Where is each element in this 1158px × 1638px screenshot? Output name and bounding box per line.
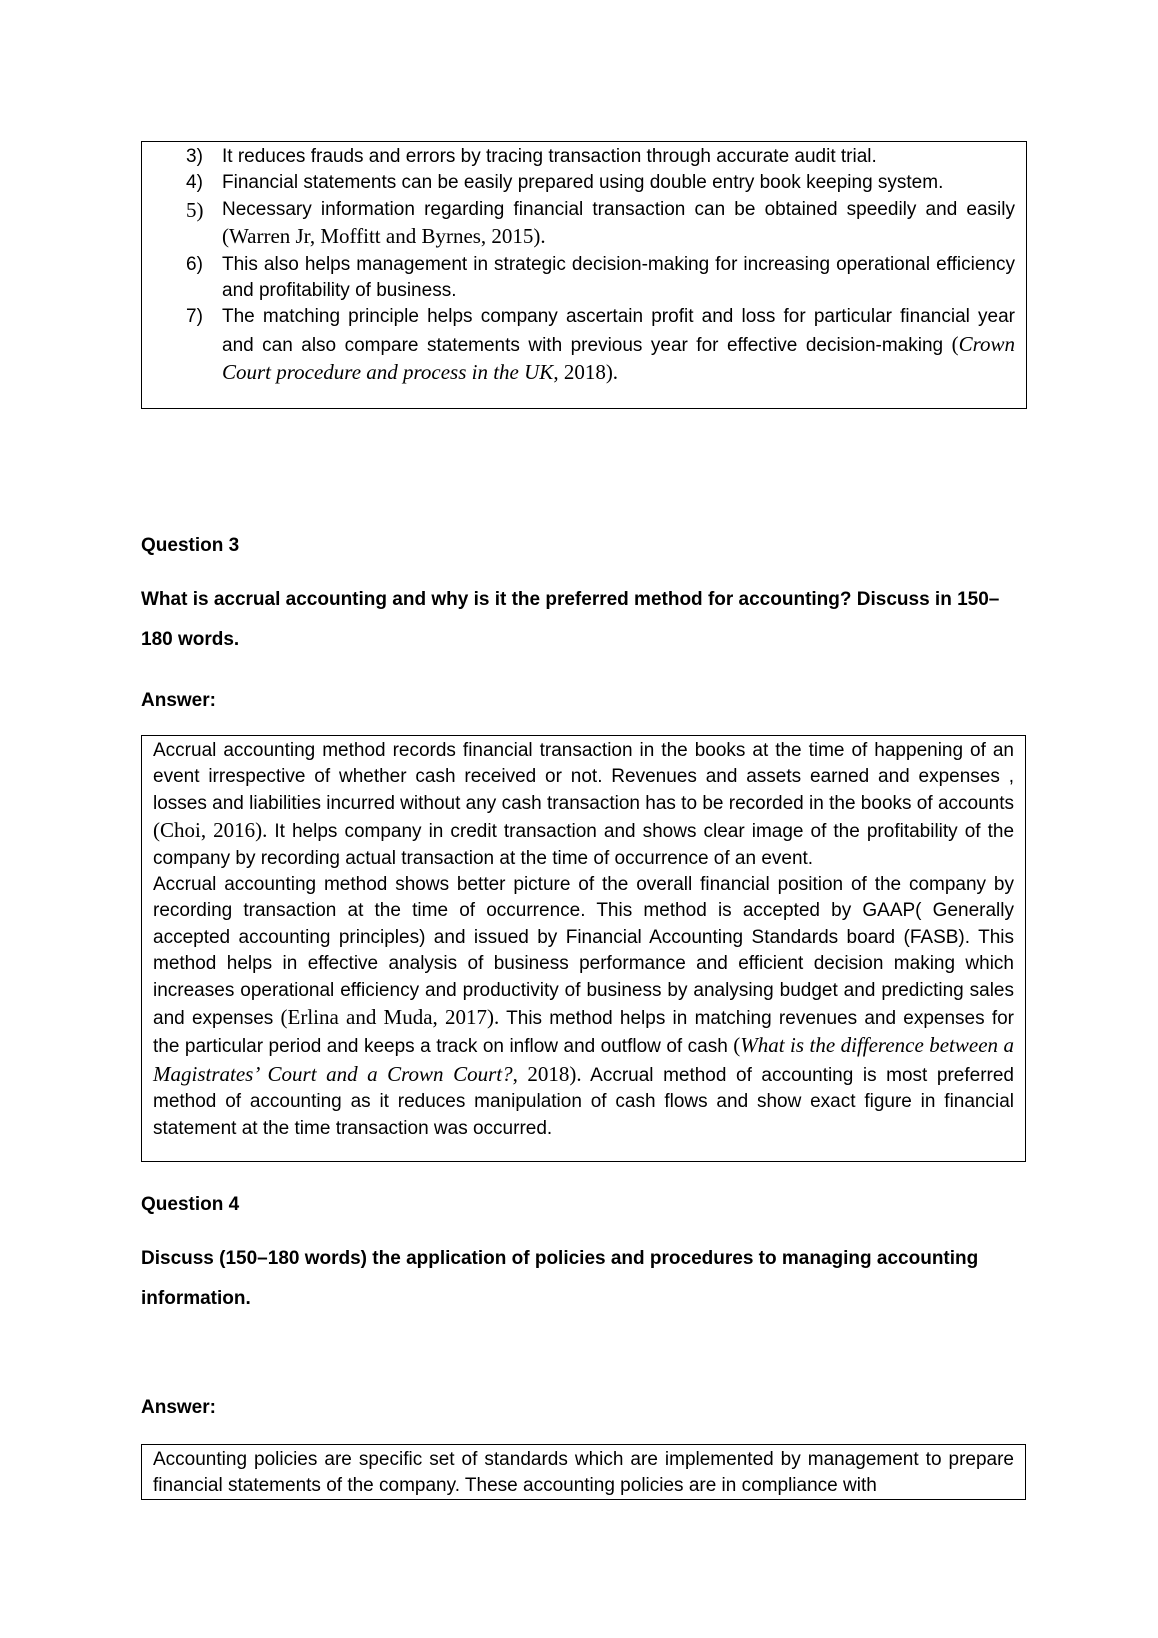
list-text: This also helps management in strategic decision-making for increasing operational efficiency and profitability of business. [222,253,1015,302]
answer-text: Accrual accounting method records financial transaction in the books at the time of happening of an event irrespective of whether cash received or not. Revenues and assets earned and expenses , losses and liabilities incurred without any cash transaction has to be recorded in the books of accounts [153,740,1014,814]
answer-text: It helps company in credit transaction and shows clear image of the profitability of the company by recording actual transaction at the time of occurrence of an event. [153,821,1015,869]
list-text: The matching principle helps company ascertain profit and loss for particular financial year and can also compare statements with previous year for effective decision-making [222,306,1015,356]
answer-paragraph [153,738,1014,872]
question-4-title: Question 4 [141,1194,240,1215]
answer-text: Accrual method of accounting is most preferred method of accounting as it reduces manipulation of cash flows and show exact figure in financial statement at the time transaction was occurred. [153,1064,1014,1139]
answer-paragraph [153,872,1014,1142]
citation: (Warren Jr, Moffitt and Byrnes, 2015). [222,224,546,249]
list-box [141,141,1027,409]
citation: (Erlina and Muda, 2017). [280,1005,500,1030]
citation-title: What is the difference between a Magistrates’ Court and a Crown Court? [153,1033,1014,1086]
list-text: Necessary information regarding financial transaction can be obtained speedily and easily [222,198,1015,220]
list-number: 4) [186,172,203,194]
list-item [142,144,1015,170]
list-number: 6) [186,253,203,275]
question-4-answer-label: Answer: [141,1397,216,1418]
question-3-prompt: What is accrual accounting and why is it the preferred method for accounting? Discuss in 150–180 words. [141,589,1000,650]
citation-open: ( [951,331,959,356]
question-3-answer-box [141,735,1026,1162]
answer-text: This method helps in matching revenues and expenses for the particular period and keeps a track on inflow and outflow of cash [153,1008,1015,1058]
question-4-prompt: Discuss (150–180 words) the application of policies and procedures to managing accounting information. [141,1248,979,1309]
citation-rest: , 2018). [553,360,619,385]
list-text: Financial statements can be easily prepared using double entry book keeping system. [222,172,944,194]
question-3-title: Question 3 [141,535,240,556]
list-item [142,304,1015,387]
list-item [142,197,1015,252]
list-number: 3) [186,146,203,167]
citation-open: ( [733,1033,741,1058]
citation-title: Crown Court procedure and process in the UK [222,331,1015,385]
citation: (Choi, 2016). [153,818,268,843]
numbered-list [142,144,1026,388]
answer-text: Accrual accounting method shows better picture of the overall financial position of the company by recording transaction at the time of occurrence. This method is accepted by GAAP( Generally accepted accounting principles) and issued by Financial Accounting Standards board (FASB). This method helps in effective analysis of business performance and efficient decision making which increases operational efficiency and productivity of business by analysing budget and predicting sales and expenses [153,874,1014,1030]
list-text: It reduces frauds and errors by tracing transaction through accurate audit trial. [222,146,877,167]
list-item [142,170,1015,196]
list-item [142,252,1015,305]
citation-rest: , 2018). [512,1061,582,1086]
list-number: 7) [186,306,203,328]
question-3-answer-label: Answer: [141,690,216,711]
question-4-answer-box [141,1444,1026,1500]
list-number: 5) [186,197,204,222]
answer-paragraph: Accounting policies are specific set of standards which are implemented by management to prepare financial statements of the company. These accounting policies are in compliance with [153,1449,1014,1497]
